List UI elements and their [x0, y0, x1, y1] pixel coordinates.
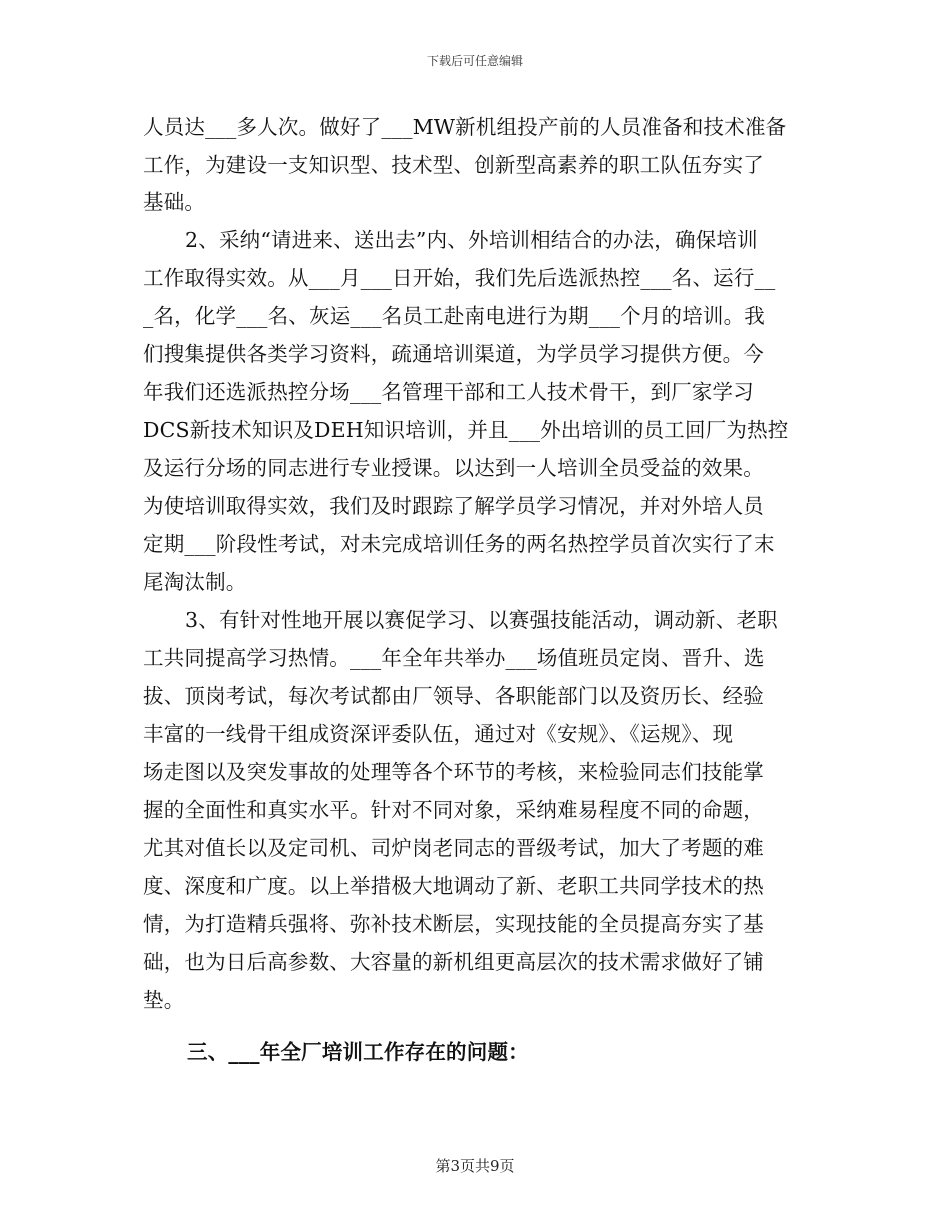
- page-footer: 第3页共9页: [435, 1157, 515, 1175]
- body-line: 情，为打造精兵强将、弥补技术断层，实现技能的全员提高夯实了基: [143, 912, 764, 936]
- body-line: 工作取得实效。从___月___日开始，我们先后选派热控___名、运行__: [143, 266, 776, 290]
- body-line: 尤其对值长以及定司机、司炉岗老同志的晋级考试，加大了考题的难: [143, 836, 764, 860]
- body-line: DCS新技术知识及DEH知识培训，并且___外出培训的员工回厂为热控: [143, 418, 789, 442]
- body-line: 握的全面性和真实水平。针对不同对象，采纳难易程度不同的命题，: [143, 798, 764, 822]
- body-line: 度、深度和广度。以上举措极大地调动了新、老职工共同学技术的热: [143, 874, 764, 898]
- body-line: 3、有针对性地开展以赛促学习、以赛强技能活动，调动新、老职: [185, 608, 778, 632]
- body-line: 场走图以及突发事故的处理等各个环节的考核，来检验同志们技能掌: [143, 760, 764, 784]
- page-header: 下载后可任意编辑: [426, 54, 523, 68]
- body-line: 基础。: [143, 190, 206, 214]
- body-line: 为使培训取得实效，我们及时跟踪了解学员学习情况，并对外培人员: [143, 494, 764, 518]
- body-line: 及运行分场的同志进行专业授课。以达到一人培训全员受益的效果。: [143, 456, 764, 480]
- body-line: 础，也为日后高参数、大容量的新机组更高层次的技术需求做好了铺: [143, 950, 764, 974]
- body-line: 工共同提高学习热情。___年全年共举办___场值班员定岗、晋升、选: [143, 646, 765, 670]
- body-line: 工作，为建设一支知识型、技术型、创新型高素养的职工队伍夯实了: [143, 153, 764, 177]
- body-line: 年我们还选派热控分场___名管理干部和工人技术骨干，到厂家学习: [143, 380, 754, 404]
- body-line: 2、采纳“请进来、送出去”内、外培训相结合的办法，确保培训: [185, 228, 758, 252]
- body-line: 拔、顶岗考试，每次考试都由厂领导、各职能部门以及资历长、经验: [143, 684, 764, 708]
- body-line: 定期___阶段性考试，对未完成培训任务的两名热控学员首次实行了末: [143, 532, 775, 556]
- body-line: 尾淘汰制。: [143, 570, 247, 594]
- section-heading: 三、___年全厂培训工作存在的问题：: [187, 1040, 529, 1064]
- body-line: 们搜集提供各类学习资料，疏通培训渠道，为学员学习提供方便。今: [143, 342, 764, 366]
- body-line: 人员达___多人次。做好了___MW新机组投产前的人员准备和技术准备: [143, 115, 787, 139]
- body-line: 丰富的一线骨干组成资深评委队伍，通过对《安规》、《运规》、现: [143, 722, 734, 746]
- body-line: 垫。: [143, 988, 185, 1012]
- body-line: _名，化学___名、灰运___名员工赴南电进行为期___个月的培训。我: [143, 304, 765, 328]
